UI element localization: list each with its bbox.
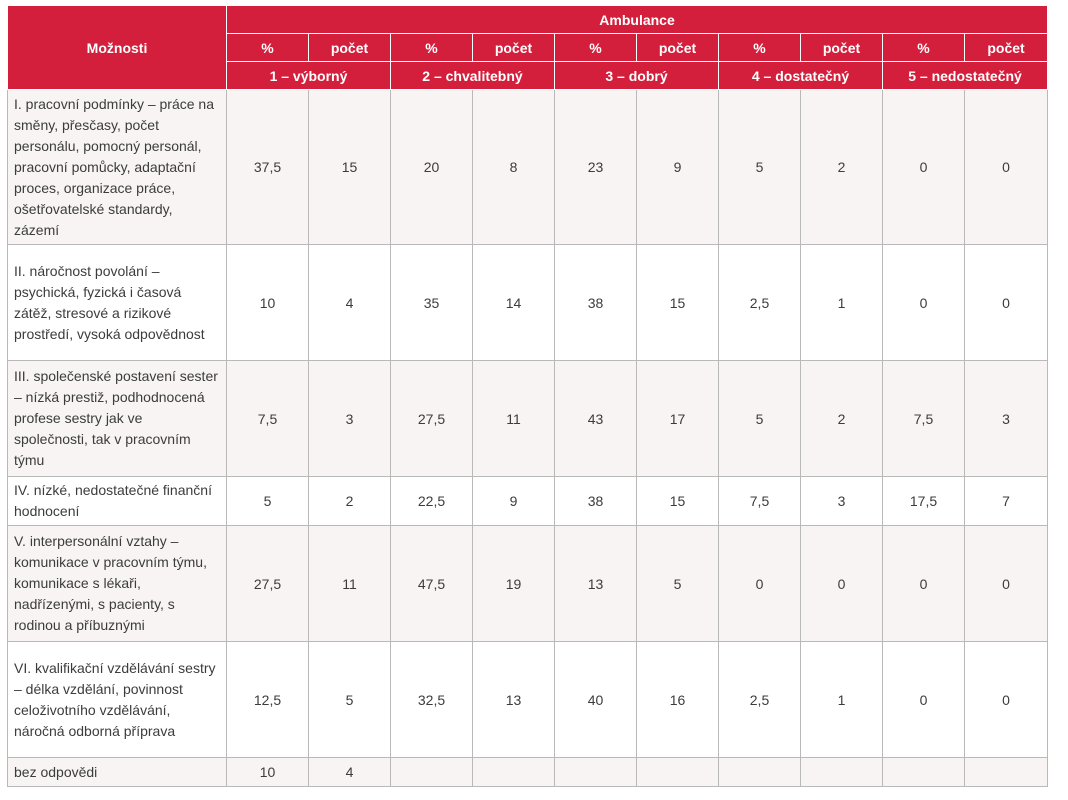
subheader-count: počet [637,34,719,62]
cell-count [801,758,883,787]
cell-percent: 0 [719,526,801,642]
cell-percent: 47,5 [391,526,473,642]
cell-count: 0 [965,642,1048,758]
cell-count: 11 [473,361,555,477]
cell-count [473,758,555,787]
cell-percent [883,758,965,787]
cell-percent: 27,5 [391,361,473,477]
cell-percent: 7,5 [227,361,309,477]
subheader-count: počet [309,34,391,62]
table-row [8,245,1048,361]
table-body [8,90,1048,787]
cell-percent: 32,5 [391,642,473,758]
cell-count: 17 [637,361,719,477]
cell-percent [391,758,473,787]
subheader-count: počet [473,34,555,62]
cell-count: 0 [965,90,1048,245]
table-container [7,5,1048,787]
cell-count: 13 [473,642,555,758]
cell-count: 7 [965,477,1048,526]
cell-percent: 2,5 [719,642,801,758]
header-row-group [8,6,1048,34]
cell-percent: 20 [391,90,473,245]
cell-count: 11 [309,526,391,642]
table-row [8,361,1048,477]
row-label: V. interpersonální vztahy – komunikace v pracovním týmu, komunikace s lékaři, nadřízenými, s pacienty, s rodinou a příbuznými [8,526,227,642]
cell-count: 0 [965,526,1048,642]
grade-header: 3 – dobrý [555,62,719,90]
row-label: IV. nízké, nedostatečné finanční hodnocení [8,477,227,526]
cell-percent: 5 [719,90,801,245]
cell-percent: 10 [227,245,309,361]
cell-count: 3 [965,361,1048,477]
cell-count: 0 [965,245,1048,361]
subheader-count: počet [965,34,1048,62]
row-label: III. společenské postavení sester – nízká prestiž, podhodnocená profese sestry jak ve společnosti, tak v pracovním týmu [8,361,227,477]
subheader-percent: % [227,34,309,62]
cell-percent: 38 [555,477,637,526]
header-options: Možnosti [8,6,227,90]
row-label: I. pracovní podmínky – práce na směny, přesčasy, počet personálu, pomocný personál, pracovní pomůcky, adaptační proces, organizace práce, ošetřovatelské standardy, zázemí [8,90,227,245]
grade-header: 2 – chvalitebný [391,62,555,90]
cell-count: 0 [801,526,883,642]
subheader-percent: % [883,34,965,62]
cell-count: 15 [637,477,719,526]
table-row [8,477,1048,526]
cell-percent: 22,5 [391,477,473,526]
cell-percent: 7,5 [719,477,801,526]
cell-count: 2 [801,90,883,245]
cell-percent: 23 [555,90,637,245]
subheader-percent: % [391,34,473,62]
header-ambulance: Ambulance [227,6,1048,34]
table-header [8,6,1048,90]
cell-count: 5 [309,642,391,758]
table-row [8,758,1048,787]
cell-count: 4 [309,758,391,787]
grade-header: 4 – dostatečný [719,62,883,90]
grade-header: 1 – výborný [227,62,391,90]
cell-percent: 27,5 [227,526,309,642]
cell-percent: 2,5 [719,245,801,361]
cell-count: 16 [637,642,719,758]
cell-percent: 0 [883,245,965,361]
cell-percent [719,758,801,787]
cell-count: 2 [801,361,883,477]
table-row [8,526,1048,642]
cell-percent: 5 [227,477,309,526]
cell-percent: 38 [555,245,637,361]
cell-count: 3 [801,477,883,526]
cell-percent: 7,5 [883,361,965,477]
cell-percent: 43 [555,361,637,477]
cell-percent: 17,5 [883,477,965,526]
cell-count: 8 [473,90,555,245]
subheader-percent: % [719,34,801,62]
cell-percent: 5 [719,361,801,477]
cell-count: 9 [637,90,719,245]
cell-count: 1 [801,642,883,758]
row-label: VI. kvalifikační vzdělávání sestry – délka vzdělání, povinnost celoživotního vzdělávání, náročná odborná příprava [8,642,227,758]
cell-count: 4 [309,245,391,361]
cell-count: 9 [473,477,555,526]
cell-percent [555,758,637,787]
row-label: II. náročnost povolání – psychická, fyzická i časová zátěž, stresové a rizikové prostředí, vysoká odpovědnost [8,245,227,361]
cell-percent: 0 [883,90,965,245]
cell-count: 19 [473,526,555,642]
subheader-percent: % [555,34,637,62]
subheader-count: počet [801,34,883,62]
cell-count: 15 [309,90,391,245]
cell-count: 5 [637,526,719,642]
cell-percent: 0 [883,642,965,758]
table-row [8,90,1048,245]
cell-percent: 37,5 [227,90,309,245]
survey-table [7,5,1048,787]
row-label: bez odpovědi [8,758,227,787]
cell-count: 15 [637,245,719,361]
cell-percent: 40 [555,642,637,758]
cell-count [637,758,719,787]
cell-count [965,758,1048,787]
cell-count: 14 [473,245,555,361]
cell-count: 2 [309,477,391,526]
cell-percent: 0 [883,526,965,642]
cell-count: 1 [801,245,883,361]
cell-percent: 13 [555,526,637,642]
grade-header: 5 – nedostatečný [883,62,1048,90]
table-row [8,642,1048,758]
cell-percent: 10 [227,758,309,787]
cell-count: 3 [309,361,391,477]
cell-percent: 35 [391,245,473,361]
cell-percent: 12,5 [227,642,309,758]
